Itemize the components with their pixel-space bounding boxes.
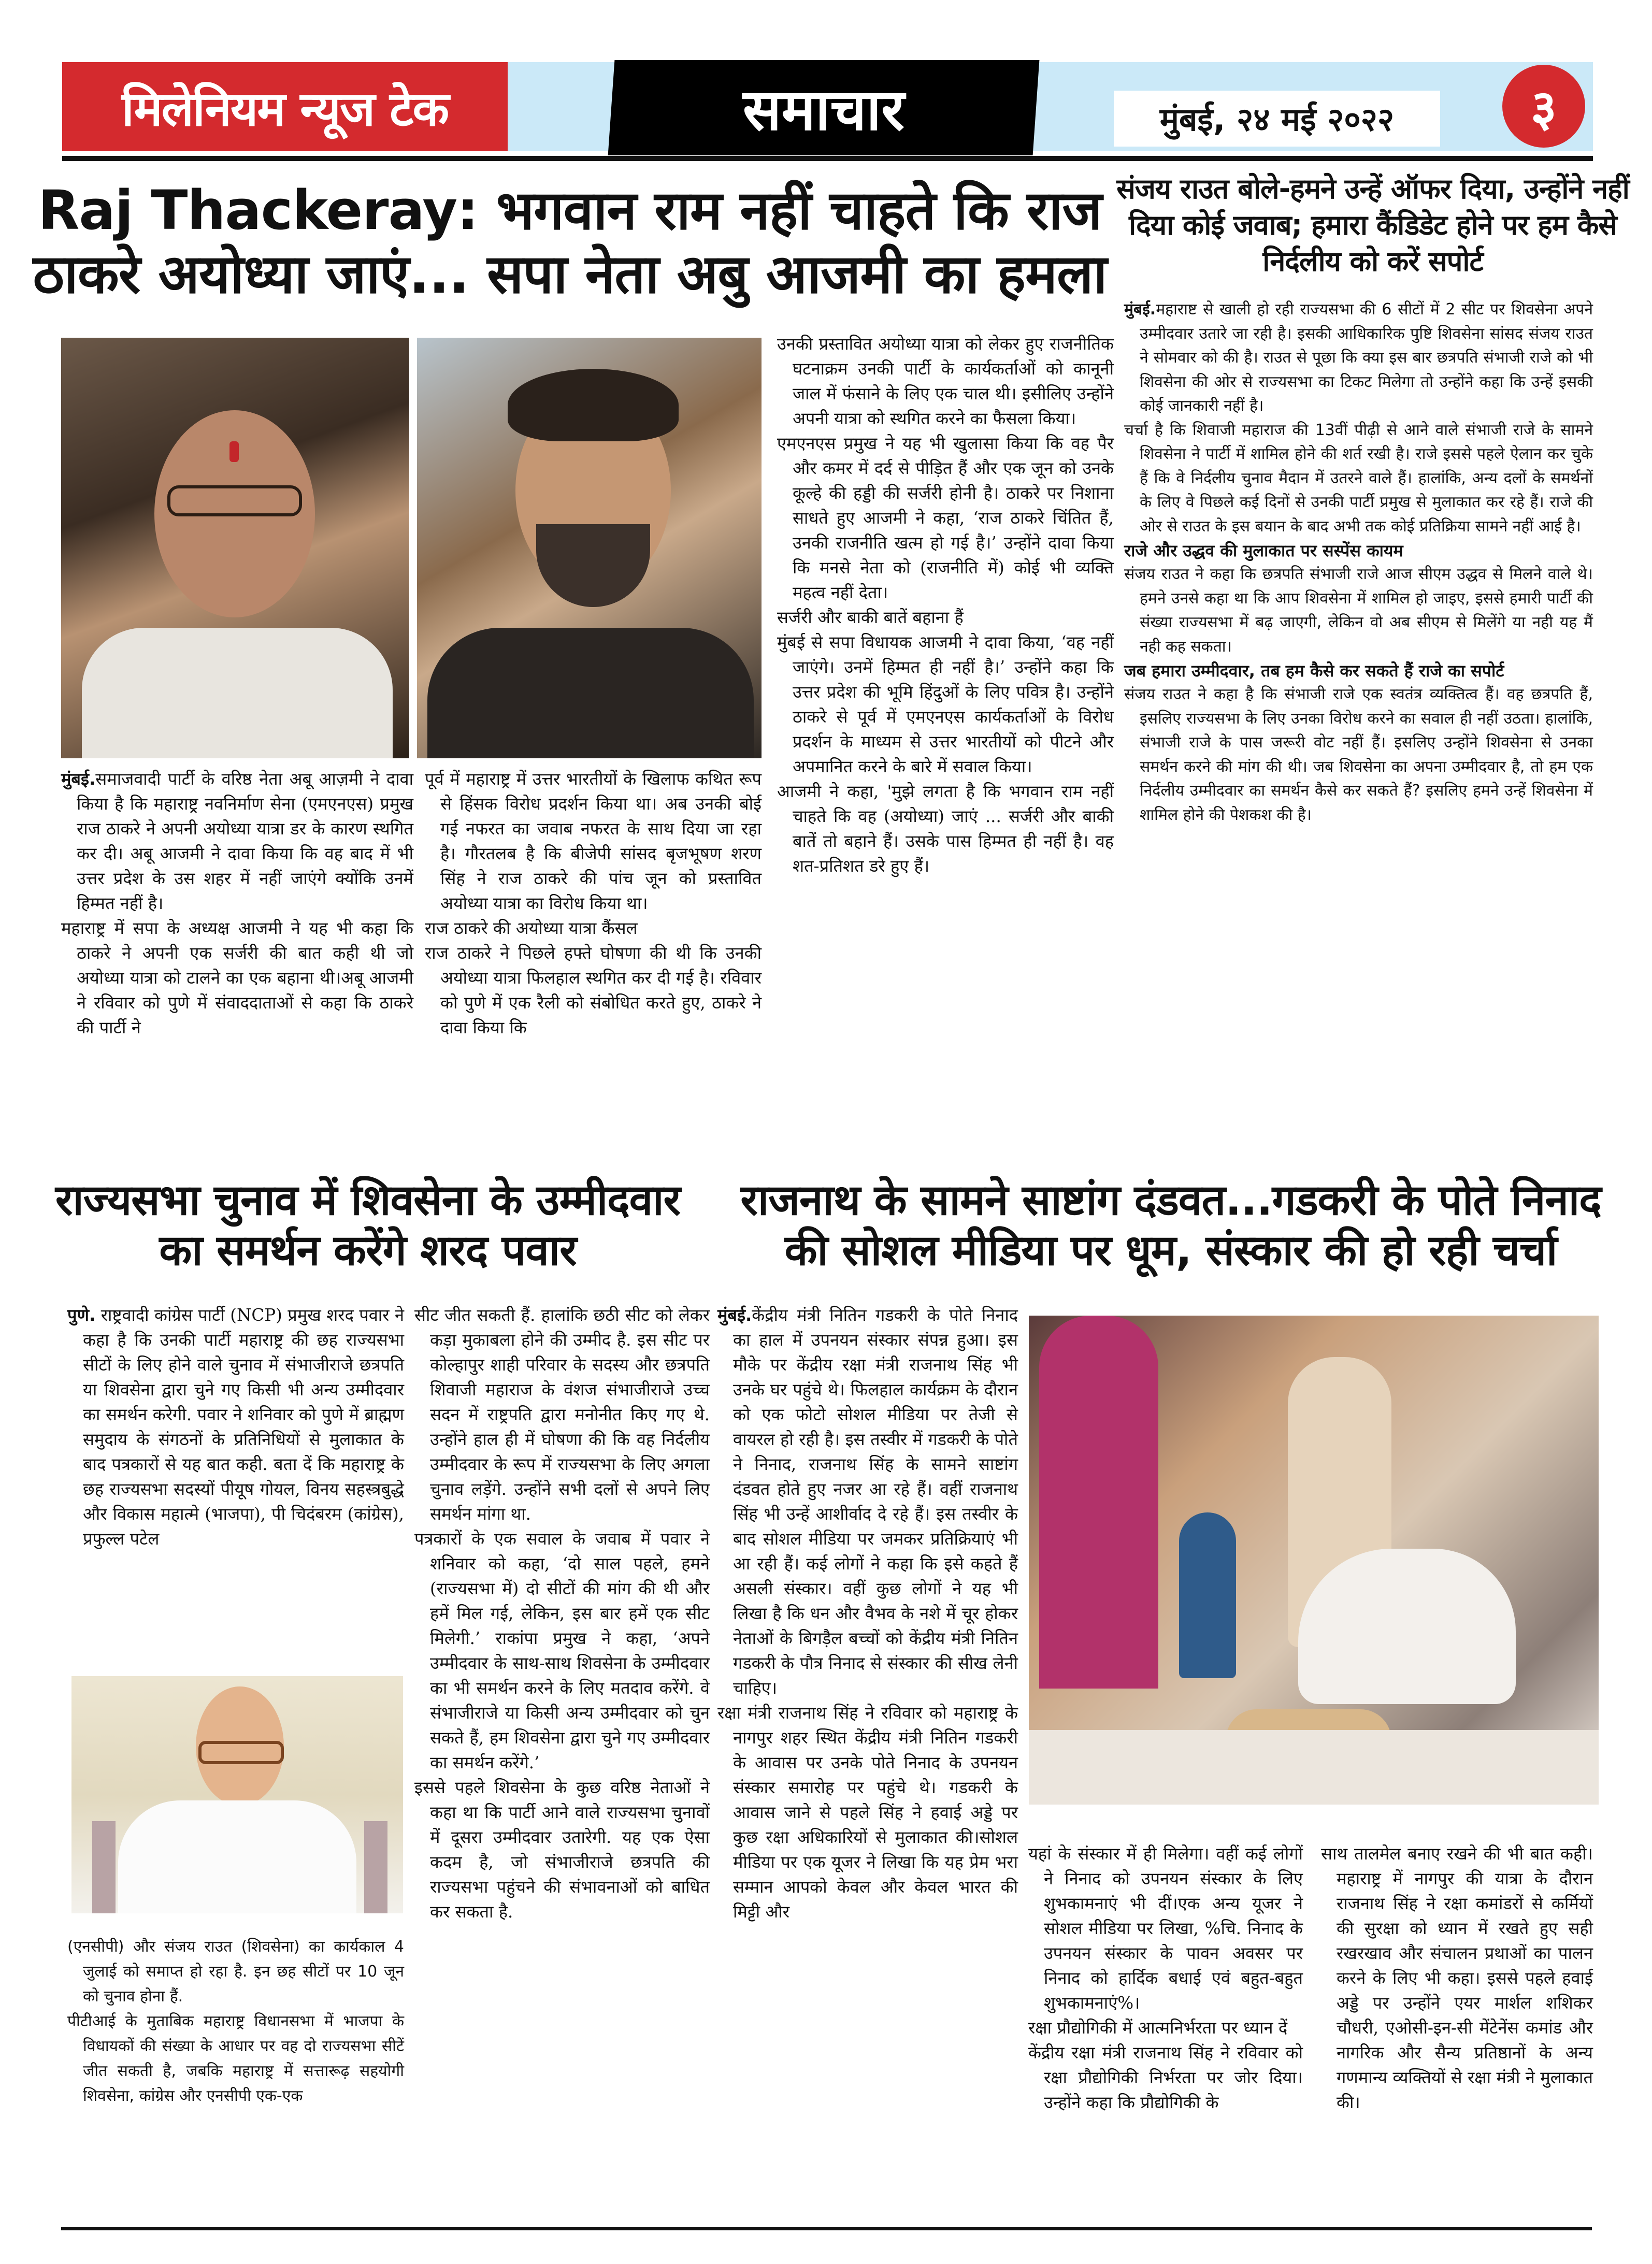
pawar-col1-para2: (एनसीपी) और संजय राउत (शिवसेना) का कार्यकाल 4 जुलाई को समाप्त हो रहा है. इन छह सीटों पर 10 जून को चुनाव होना हैं. (67, 1938, 404, 2006)
child-shape (1179, 1512, 1236, 1678)
woman-saree-shape (1039, 1316, 1158, 1689)
gadkari-article-col1 (717, 1303, 1018, 1924)
raj-col2-para1: पूर्व में महाराष्ट्र में उत्तर भारतीयों के खिलाफ कथित रूप से हिंसक विरोध प्रदर्शन किया था। अब उनकी बोई गई नफरत का जवाब नफरत के साथ दिया जा रहा है। गौरतलब है कि बीजेपी सांसद बृजभूषण शरण सिंह ने राज ठाकरे की पांच जून को प्रस्तावित अयोध्या यात्रा का विरोध किया था। (425, 769, 762, 913)
rajnath-bowing-shape (1298, 1549, 1516, 1704)
chair-right-shape (364, 1821, 387, 1913)
gadkari-col1-text1: केंद्रीय मंत्री नितिन गडकरी के पोते निनाद का हाल में उपनयन संस्कार संपन्न हुआ। इस मौके पर केंद्रीय रक्षा मंत्री राजनाथ सिंह भी उनके घर पहुंचे थे। फिलहाल कार्यक्रम के दौरान को एक फोटो सोशल मीडिया पर तेजी से वायरल हो रही है। इस तस्वीर में गडकरी के पोते ने निनाद, राजनाथ सिंह के सामने साष्टांग दंडवत होते हुए नजर आ रहे हैं। वहीं राजनाथ सिंह भी उन्हें आशीर्वाद दे रहे हैं। इस तस्वीर के बाद सोशल मीडिया पर जमकर प्रतिक्रियाएं भी आ रही हैं। कई लोगों ने कहा कि इसे कहते हैं असली संस्कार। वहीं कुछ लोगों ने यह भी लिखा है कि धन और वैभव के नशे में चूर होकर नेताओं के बिगड़ैल बच्चों को केंद्रीय मंत्री नितिन गडकरी के पौत्र निनाद से संस्कार की सीख लेनी चाहिए। (733, 1305, 1018, 1698)
raut-article-body (1124, 298, 1593, 827)
raj-col3-para3: मुंबई से सपा विधायक आजमी ने दावा किया, ‘वह नहीं जाएंगे। उनमें हिम्मत ही नहीं है।’ उन्होंने कहा कि उत्तर प्रदेश की भूमि हिंदुओं के लिए पवित्र है। उन्होंने ठाकरे से पूर्व में एमएनएस कार्यकर्ताओं के विरोध प्रदर्शन के माध्यम से उत्तर भारतीयों को पीटने और अपमानित करने के बारे में सवाल किया। (777, 632, 1114, 776)
pawar-article-col1-top (67, 1303, 404, 1551)
raj-dateline: मुंबई. (61, 769, 96, 789)
section-label (608, 60, 1040, 155)
gadkari-col1-para2: रक्षा मंत्री राजनाथ सिंह ने रविवार को महाराष्ट्र के नागपुर शहर स्थित केंद्रीय मंत्री नितिन गडकरी के आवास पर उनके पोते निनाद के उपनयन संस्कार समारोह पर पहुंचे थे। गडकरी के आवास जाने से पहले सिंह ने हवाई अड्डे पर कुछ रक्षा अधिकारियों से मुलाकात की।सोशल मीडिया पर एक यूजर ने लिखा कि यह प्रेम भरा सम्मान आपको केवल और केवल भारत की मिट्टी और (717, 1703, 1018, 1922)
headline-sharad-pawar: राज्यसभा चुनाव में शिवसेना के उम्मीदवार का समर्थन करेंगे शरद पवार (55, 1176, 681, 1275)
raj-col3-subhead: सर्जरी और बाकी बातें बहाना हैं (777, 608, 964, 627)
raut-subhead1: राजे और उद्धव की मुलाकात पर सस्पेंस कायम (1124, 541, 1403, 560)
pawar-col1-text1: राष्ट्रवादी कांग्रेस पार्टी (NCP) प्रमुख शरद पवार ने कहा है कि उनकी पार्टी महाराष्ट्र की छह राज्यसभा सीटों के लिए होने वाले चुनाव में संभाजीराजे छत्रपति या शिवसेना द्वारा चुने गए किसी भी अन्य उम्मीदवार का समर्थन करेगी. पवार ने शनिवार को पुणे में ब्राह्मण समुदाय के संगठनों के प्रतिनिधियों से मुलाकात के बाद पत्रकारों से यह बात कही. बता दें कि महाराष्ट्र के छह राज्यसभा सदस्यों पीयूष गोयल, विनय सहस्त्रबुद्धे और विकास महात्मे (भाजपा), पी चिदंबरम (कांग्रेस), प्रफुल्ल पटेल (83, 1305, 404, 1549)
raj-col3-para2: एमएनएस प्रमुख ने यह भी खुलासा किया कि वह पैर और कमर में दर्द से पीड़ित हैं और एक जून को उनके कूल्हे की हड्डी की सर्जरी होनी है। ठाकरे पर निशाना साधते हुए आजमी ने कहा, ‘राज ठाकरे चिंतित हैं, उनकी राजनीति खत्म हो गई है।’ उन्होंने दावा किया कि मनसे नेता को (राजनीति में) कोई भी व्यक्ति महत्व नहीं देता। (777, 434, 1114, 602)
raj-article-col3 (777, 331, 1114, 878)
raut-subhead2: जब हमारा उम्मीदवार, तब हम कैसे कर सकते हैं राजे का सपोर्ट (1124, 661, 1504, 681)
ninad-rajnath-photo (1029, 1316, 1599, 1805)
raj-col3-para4: आजमी ने कहा, 'मुझे लगता है कि भगवान राम नहीं चाहते कि वह (अयोध्या) जाएं ... सर्जरी और बाकी बातें तो बहाने हैं। उसके पास हिम्मत ही नहीं है। वह शत-प्रतिशत डरे हुए हैं। (777, 782, 1114, 876)
pawar-col2-para3: इससे पहले शिवसेना के कुछ वरिष्ठ नेताओं ने कहा था कि पार्टी आने वाले राज्यसभा चुनावों में दूसरा उम्मीदवार उतारेगी. यह एक ऐसा कदम है, जो संभाजीराजे छत्रपति की राज्यसभा पहुंचने की संभावनाओं को बाधित कर सकता है. (414, 1778, 710, 1922)
gadkari-article-col3 (1321, 1841, 1593, 2115)
pawar-col2-para2: पत्रकारों के एक सवाल के जवाब में पवार ने शनिवार को कहा, ‘दो साल पहले, हमने (राज्यसभा में) दो सीटों की मांग की थी और हमें मिल गई, लेकिन, इस बार हमें एक सीट मिलेगी.’ राकांपा प्रमुख ने कहा, ‘अपने उम्मीदवार के साथ-साथ शिवसेना के उम्मीदवार का भी समर्थन करने के लिए मतदाव करेंगे. वे संभाजीराजे या किसी अन्य उम्मीदवार को चुन सकते हैं, हम शिवसेना द्वारा चुने गए उम्मीदवार का समर्थन करेंगे.’ (414, 1529, 710, 1772)
gadkari-col2-para2: केंद्रीय रक्षा मंत्री राजनाथ सिंह ने रविवार को रक्षा प्रौद्योगिकी निर्भरता पर जोर दिया। उन्होंने कहा कि प्रौद्योगिकी के (1028, 2043, 1303, 2112)
beard-shape (536, 524, 650, 607)
raj-col3-para1: उनकी प्रस्तावित अयोध्या यात्रा को लेकर हुए राजनीतिक घटनाक्रम उनकी पार्टी के कार्यकर्ताओं को कानूनी जाल में फंसाने के लिए एक चाल थी। इसीलिए उन्होंने अपनी यात्रा को स्थगित करने का फैसला किया। (777, 334, 1114, 428)
pawar-col2-para1: सीट जीत सकती हैं. हालांकि छठी सीट को लेकर कड़ा मुकाबला होने की उम्मीद है. इस सीट पर कोल्हापुर शाही परिवार के सदस्य और छत्रपति शिवाजी महाराज के वंशज संभाजीराजे उच्च सदन में राष्ट्रपति द्वारा मनोनीत किए गए थे. उन्होंने हाल ही में घोषणा की कि वह निर्दलीय उम्मीदवार के रूप में राज्यसभा के लिए अगला चुनाव लड़ेंगे. उन्होंने सभी दलों से अपने लिए समर्थन मांगा था. (414, 1305, 710, 1524)
raj-col1-para1 (61, 767, 413, 916)
raut-para2: चर्चा है कि शिवाजी महाराज की 13वीं पीढ़ी से आने वाले संभाजी राजे के सामने शिवसेना ने पार्टी में शामिल होने की शर्त रखी है। राजे इससे पहले ऐलान कर चुके हैं कि वे निर्दलीय चुनाव मैदान में उतरने वाले हैं। हालांकि, अन्य दलों के समर्थनों के लिए वे पिछले कई दिनों से उनकी पार्टी प्रमुख से मुलाकात कर रहे हैं। राजे की ओर से राउत के इस बयान के बाद अभी तक कोई प्रतिक्रिया सामने नहीं आई है। (1124, 421, 1593, 536)
pawar-col1-para1 (67, 1303, 404, 1551)
glasses-shape (198, 1741, 284, 1764)
gadkari-dateline: मुंबई. (717, 1305, 752, 1325)
gadkari-col2-subhead: रक्षा प्रौद्योगिकी में आत्मनिर्भरता पर ध्यान दें (1028, 2018, 1288, 2038)
raj-col1-para2: महाराष्ट्र में सपा के अध्यक्ष आजमी ने यह भी कहा कि ठाकरे ने अपनी एक सर्जरी की बात कही थी जो अयोध्या यात्रा को टालने का एक बहाना थी।अबू आजमी ने रविवार को पुणे में संवाददाताओं से कहा कि ठाकरे की पार्टी ने (61, 918, 413, 1037)
raut-text1: महाराष्ट से खाली हो रही राज्यसभा की 6 सीटों में 2 सीट पर शिवसेना अपने उम्मीदवार उतारे जा रही है। इसकी आधिकारिक पुष्टि शिवसेना सांसद संजय राउत ने सोमवार को की है। राउत से पूछा कि क्या इस बार छत्रपति संभाजी राजे को भी शिवसेना की ओर से राज्यसभा का टिकट मिलेगा तो उन्होंने कहा कि उन्हें इसकी कोई जानकारी नहीं है। (1140, 300, 1593, 415)
raj-thackeray-photo (61, 338, 409, 758)
raut-para4: संजय राउत ने कहा है कि संभाजी राजे एक स्वतंत्र व्यक्तित्व हैं। वह छत्रपति हैं, इसलिए राज्यसभा के लिए उनका विरोध करने का सवाल ही नहीं उठता। हालांकि, संभाजी राजे के पास जरूरी वोट नहीं हैं। इसलिए उन्होंने शिवसेना से उनका समर्थन करने की मांग की थी। जब शिवसेना का अपना उम्मीदवार है, तो हम एक निर्दलीय उम्मीदवार का समर्थन कैसे कर सकते हैं? इसलिए हमने उन्हें शिवसेना में शामिल होने की पेशकश की है। (1124, 685, 1593, 824)
raj-col1-text1: समाजवादी पार्टी के वरिष्ठ नेता अबू आज़मी ने दावा किया है कि महाराष्ट्र नवनिर्माण सेना (एमएनएस) प्रमुख राज ठाकरे ने अपनी अयोध्या यात्रा डर के कारण स्थगित कर दी। अबू आजमी ने दावा किया कि वह बाद में भी उत्तर प्रदेश के उस शहर में नहीं जाएंगे क्योंकि उनमें हिम्मत नहीं है। (77, 769, 413, 913)
raj-col2-para2: राज ठाकरे ने पिछले हफ्ते घोषणा की थी कि उनकी अयोध्या यात्रा फिलहाल स्थगित कर दी गई है। रविवार को पुणे में एक रैली को संबोधित करते हुए, ठाकरे ने दावा किया कि (425, 943, 762, 1037)
page-bottom-rule (61, 2227, 1592, 2230)
jacket-shape (427, 628, 754, 758)
pawar-article-col2 (414, 1303, 710, 1924)
gadkari-article-col2 (1028, 1841, 1303, 2115)
section-label-text: समाचार (743, 77, 904, 143)
pawar-col1-para3: पीटीआई के मुताबिक महाराष्ट्र विधानसभा में भाजपा के विधायकों की संख्या के आधार पर वह दो राज्यसभा सीटें जीत सकती है, जबकि महाराष्ट्र में सत्तारूढ़ सहयोगी शिवसेना, कांग्रेस और एनसीपी एक-एक (67, 2012, 404, 2105)
gadkari-col2-para1: यहां के संस्कार में ही मिलेगा। वहीं कई लोगों ने निनाद को उपनयन संस्कार के लिए शुभकामनाएं भी दीं।एक अन्य यूजर ने सोशल मीडिया पर लिखा, %चि. निनाद के उपनयन संस्कार के पावन अवसर पर निनाद को हार्दिक बधाई एवं बहुत-बहुत शुभकामनाएं%। (1028, 1844, 1303, 2013)
raut-para3: संजय राउत ने कहा कि छत्रपति संभाजी राजे आज सीएम उद्धव से मिलने वाले थे। हमने उनसे कहा था कि आप शिवसेना में शामिल हो जाइए, इससे हमारी पार्टी की संख्या राज्यसभा में बढ़ जाएगी, लेकिन वो अब सीएम से मिलेंगे या नही यह मैं नही कह सकता। (1124, 565, 1593, 656)
headline-raj-thackeray: Raj Thackeray: भगवान राम नहीं चाहते कि राज ठाकरे अयोध्या जाएं... सपा नेता अबु आजमी का हमला (33, 179, 1107, 306)
publication-name: मिलेनियम न्यूज टेक (62, 62, 508, 151)
pawar-dateline: पुणे. (67, 1305, 96, 1325)
raut-dateline: मुंबई. (1124, 300, 1156, 319)
raj-col2-subhead: राज ठाकरे की अयोध्या यात्रा कैंसल (425, 918, 638, 938)
page-number: ३ (1502, 65, 1585, 148)
headline-gadkari: राजनाथ के सामने साष्टांग दंडवत...गडकरी के पोते निनाद की सोशल मीडिया पर धूम, संस्कार की हो रही चर्चा (740, 1176, 1601, 1275)
gadkari-col1-para1 (717, 1303, 1018, 1700)
headline-sanjay-raut: संजय राउत बोले-हमने उन्हें ऑफर दिया, उन्होंने नहीं दिया कोई जवाब; हमारा कैंडिडेट होने पर हम कैसे निर्दलीय को करें सपोर्ट (1116, 172, 1629, 278)
tilak-mark (229, 441, 239, 462)
floor-shape (1029, 1730, 1599, 1805)
dateline: मुंबई, २४ मई २०२२ (1114, 91, 1440, 147)
shirt-shape (82, 628, 393, 758)
abu-azmi-photo (417, 338, 762, 758)
gadkari-col3-para1: साथ तालमेल बनाए रखने की भी बात कही। महाराष्ट्र में नागपुर की यात्रा के दौरान राजनाथ सिंह ने रक्षा कमांडरों से कर्मियों की सुरक्षा को ध्यान में रखते हुए सही रखरखाव और संचालन प्रथाओं का पालन करने के लिए भी कहा। इससे पहले हवाई अड्डे पर उन्होंने एयर मार्शल शशिकर चौधरी, एओसी-इन-सी मेंटेनेंस कमांड और नागरिक और सैन्य प्रतिष्ठानों के अन्य गणमान्य व्यक्तियों से रक्षा मंत्री ने मुलाकात की। (1321, 1844, 1593, 2112)
glasses-shape (167, 485, 302, 516)
raj-article-col2 (425, 767, 762, 1040)
raj-article-col1 (61, 767, 413, 1040)
hair-shape (508, 369, 679, 441)
chair-left-shape (92, 1821, 116, 1913)
pawar-article-col1-bottom (67, 1935, 404, 2109)
masthead-rule (62, 156, 1593, 161)
shirt-shape (118, 1800, 356, 1913)
raut-para1 (1124, 298, 1593, 419)
sharad-pawar-photo (71, 1676, 403, 1913)
